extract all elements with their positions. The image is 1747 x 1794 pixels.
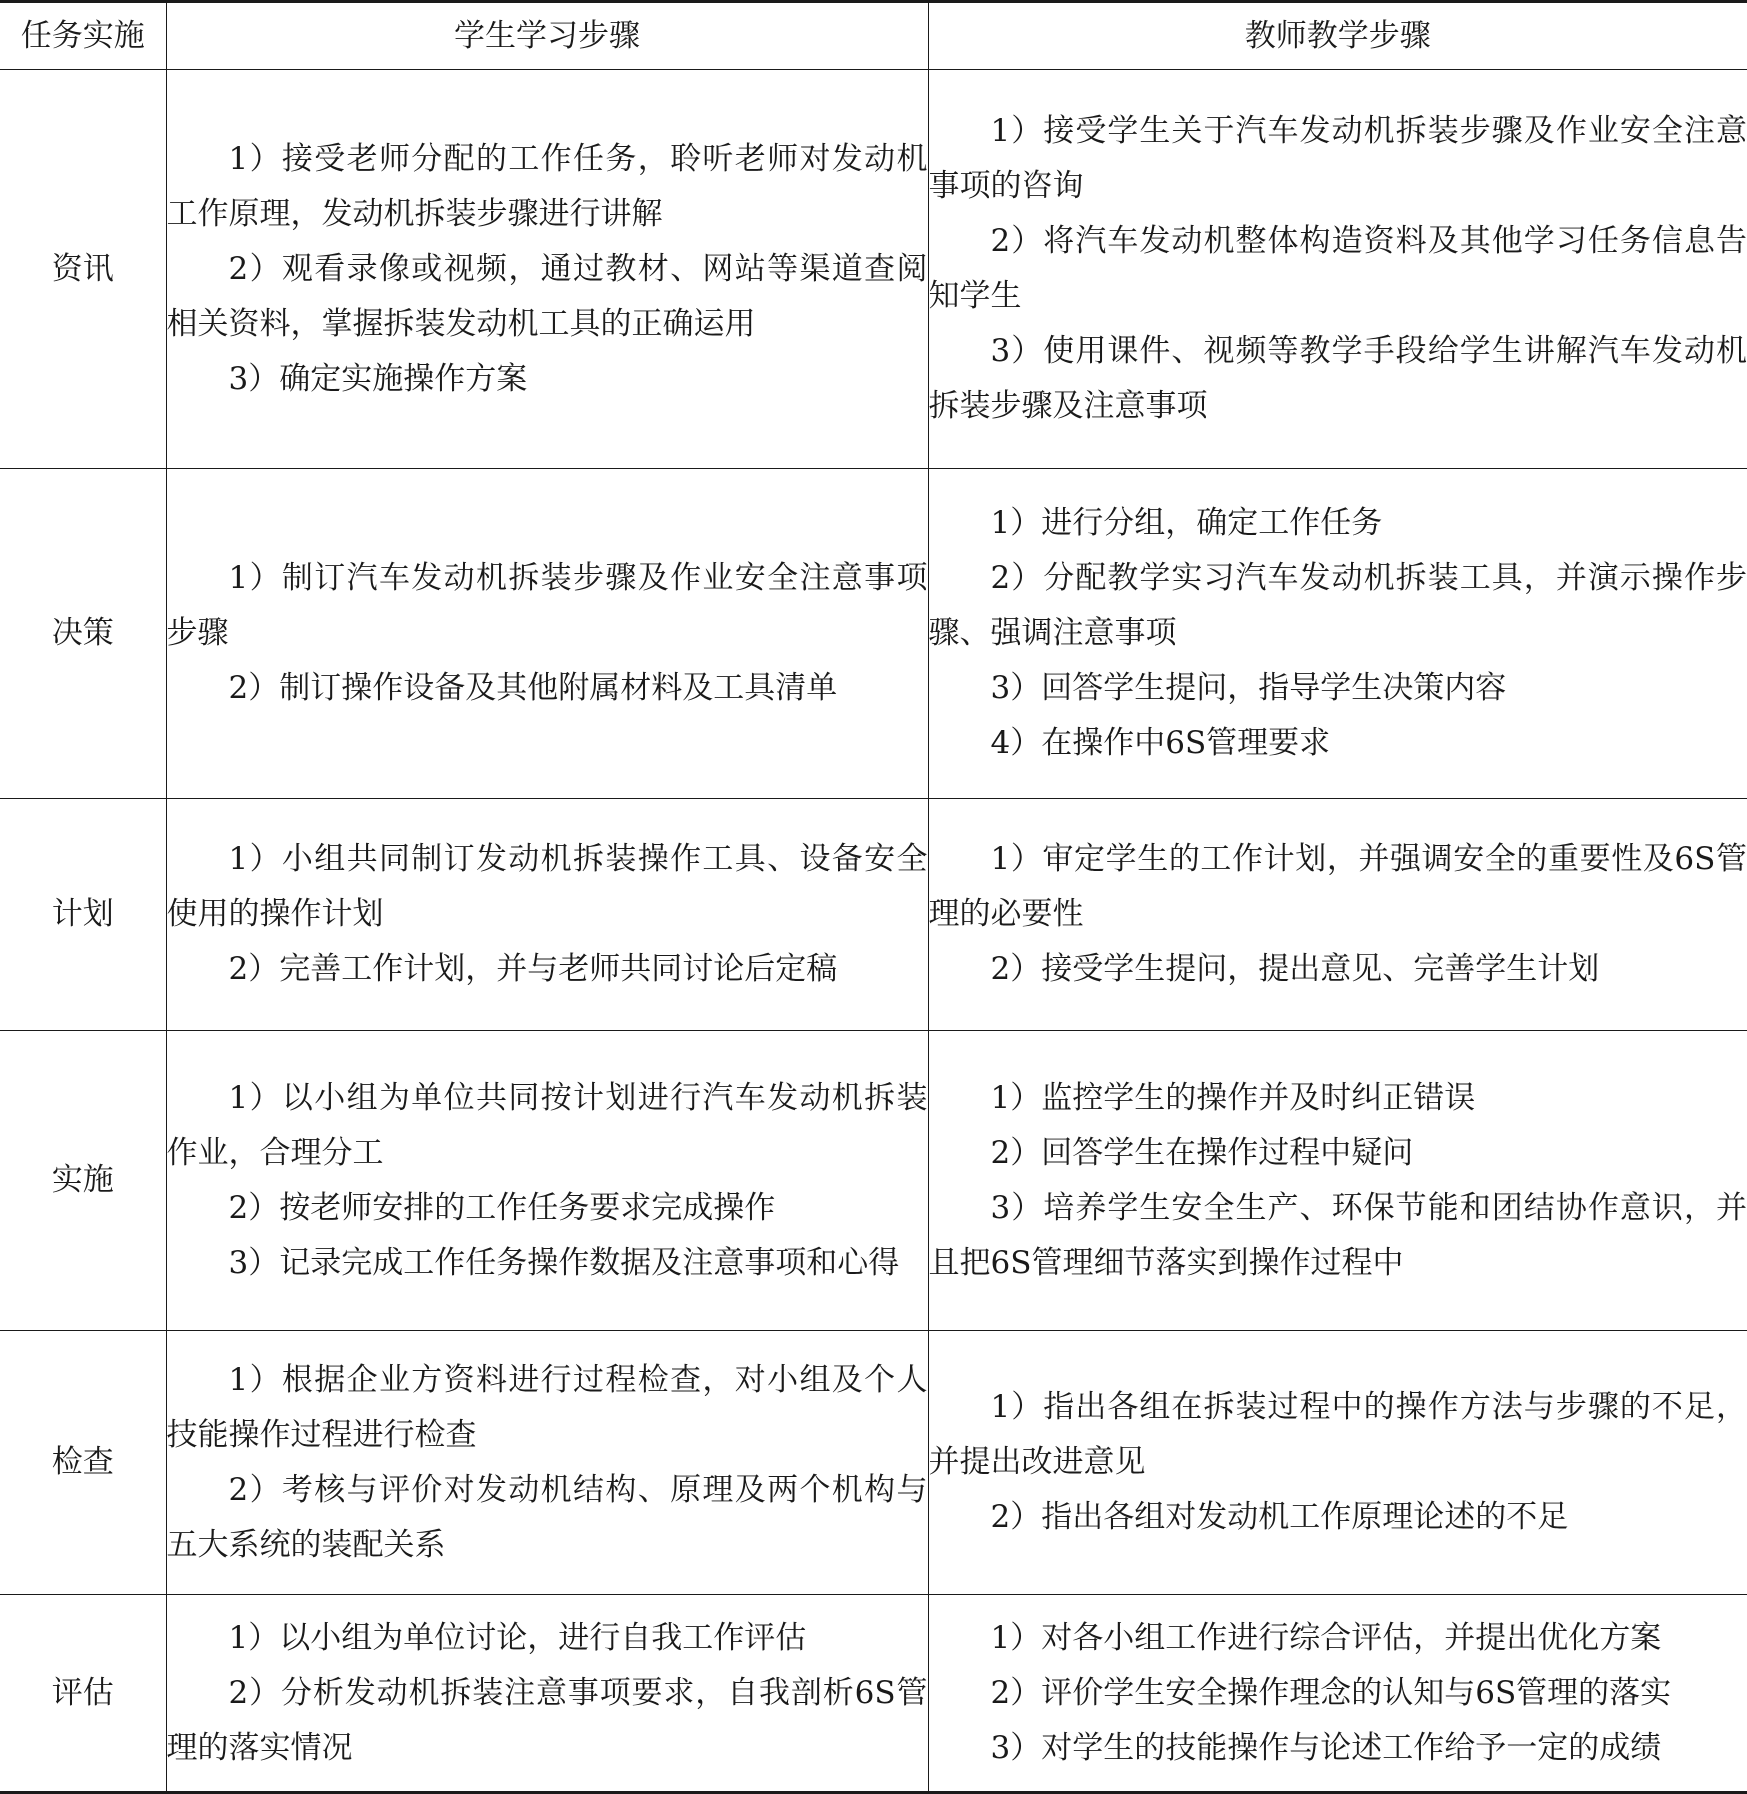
student-step: 1）接受老师分配的工作任务，聆听老师对发动机工作原理，发动机拆装步骤进行讲解 [167,132,928,242]
student-step: 2）按老师安排的工作任务要求完成操作 [167,1181,928,1236]
student-cell [166,1595,928,1793]
header-teacher: 教师教学步骤 [928,2,1747,70]
teacher-step: 2）将汽车发动机整体构造资料及其他学习任务信息告知学生 [929,214,1747,324]
teacher-step: 2）指出各组对发动机工作原理论述的不足 [929,1490,1747,1545]
teacher-cell [928,70,1747,469]
table-row [0,1031,1747,1331]
teacher-step: 2）接受学生提问，提出意见、完善学生计划 [929,942,1747,997]
student-step: 2）考核与评价对发动机结构、原理及两个机构与五大系统的装配关系 [167,1463,928,1573]
teacher-step: 1）进行分组，确定工作任务 [929,496,1747,551]
phase-cell: 检查 [0,1331,166,1595]
teacher-step: 1）接受学生关于汽车发动机拆装步骤及作业安全注意事项的咨询 [929,104,1747,214]
student-step: 2）观看录像或视频，通过教材、网站等渠道查阅相关资料，掌握拆装发动机工具的正确运用 [167,242,928,352]
student-cell [166,799,928,1031]
teacher-cell [928,799,1747,1031]
teacher-cell [928,469,1747,799]
student-cell [166,469,928,799]
student-step: 1）小组共同制订发动机拆装操作工具、设备安全使用的操作计划 [167,832,928,942]
student-step: 2）制订操作设备及其他附属材料及工具清单 [167,661,928,716]
teacher-step: 3）培养学生安全生产、环保节能和团结协作意识，并且把6S管理细节落实到操作过程中 [929,1181,1747,1291]
teacher-step: 1）对各小组工作进行综合评估，并提出优化方案 [929,1611,1747,1666]
header-row [0,2,1747,70]
header-student: 学生学习步骤 [166,2,928,70]
table-row [0,1595,1747,1793]
table-row [0,469,1747,799]
student-step: 3）确定实施操作方案 [167,352,928,407]
student-step: 2）分析发动机拆装注意事项要求，自我剖析6S管理的落实情况 [167,1666,928,1776]
teacher-step: 4）在操作中6S管理要求 [929,716,1747,771]
phase-cell: 计划 [0,799,166,1031]
teacher-step: 1）审定学生的工作计划，并强调安全的重要性及6S管理的必要性 [929,832,1747,942]
student-cell [166,1031,928,1331]
teacher-step: 3）回答学生提问，指导学生决策内容 [929,661,1747,716]
student-step: 1）制订汽车发动机拆装步骤及作业安全注意事项步骤 [167,551,928,661]
teacher-step: 1）指出各组在拆装过程中的操作方法与步骤的不足，并提出改进意见 [929,1380,1747,1490]
teacher-step: 2）评价学生安全操作理念的认知与6S管理的落实 [929,1666,1747,1721]
student-step: 2）完善工作计划，并与老师共同讨论后定稿 [167,942,928,997]
teacher-cell [928,1595,1747,1793]
student-cell [166,1331,928,1595]
teacher-step: 2）回答学生在操作过程中疑问 [929,1126,1747,1181]
phase-cell: 资讯 [0,70,166,469]
header-phase: 任务实施 [0,2,166,70]
teacher-step: 2）分配教学实习汽车发动机拆装工具，并演示操作步骤、强调注意事项 [929,551,1747,661]
table-row [0,799,1747,1031]
phase-cell: 实施 [0,1031,166,1331]
teacher-step: 3）对学生的技能操作与论述工作给予一定的成绩 [929,1721,1747,1776]
table-row [0,70,1747,469]
student-cell [166,70,928,469]
teacher-cell [928,1331,1747,1595]
phase-cell: 决策 [0,469,166,799]
phase-cell: 评估 [0,1595,166,1793]
teacher-step: 1）监控学生的操作并及时纠正错误 [929,1071,1747,1126]
student-step: 1）根据企业方资料进行过程检查，对小组及个人技能操作过程进行检查 [167,1353,928,1463]
student-step: 1）以小组为单位共同按计划进行汽车发动机拆装作业，合理分工 [167,1071,928,1181]
teacher-step: 3）使用课件、视频等教学手段给学生讲解汽车发动机拆装步骤及注意事项 [929,324,1747,434]
student-step: 3）记录完成工作任务操作数据及注意事项和心得 [167,1236,928,1291]
student-step: 1）以小组为单位讨论，进行自我工作评估 [167,1611,928,1666]
table-row [0,1331,1747,1595]
teacher-cell [928,1031,1747,1331]
